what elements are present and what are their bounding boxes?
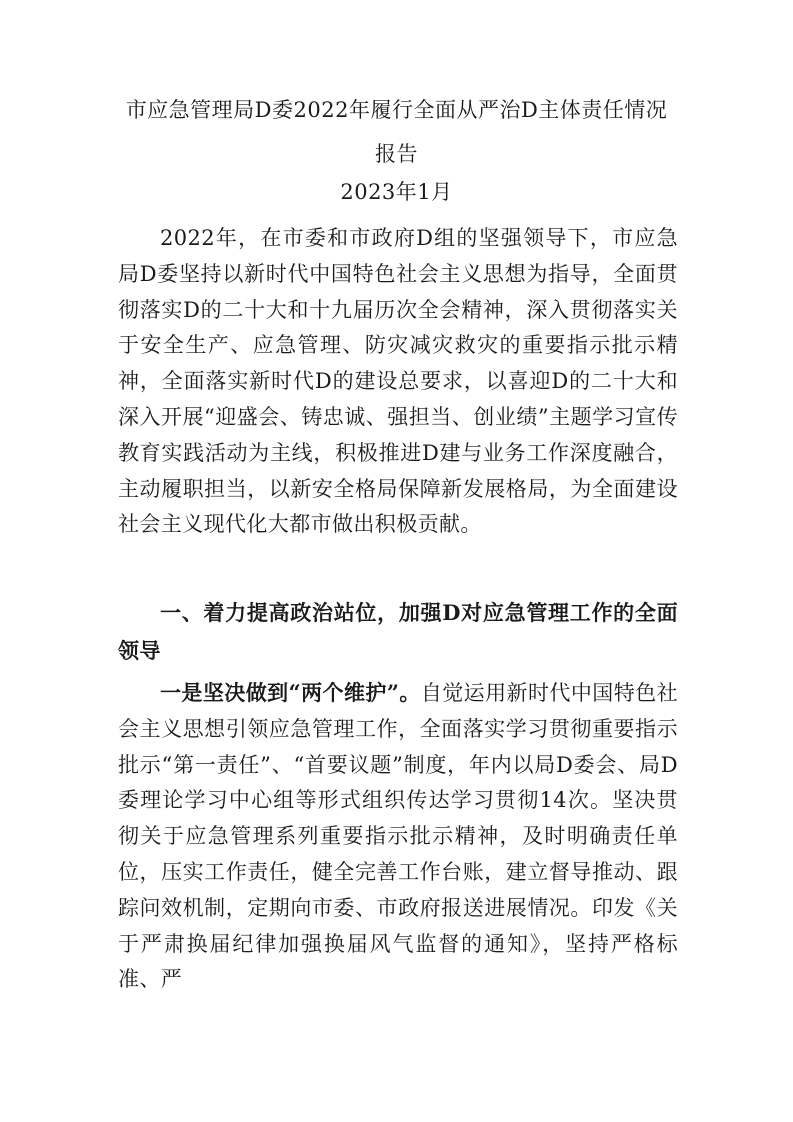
paragraph-intro: 2022年，在市委和市政府D组的坚强领导下，市应急局D委坚持以新时代中国特色社会主义思想为指导，全面贯彻落实D的二十大和十九届历次全会精神，深入贯彻落实关于安全生产、应急管理、防灾减灾救灾的重要指示批示精神，全面落实新时代D的建设总要求，以喜迎D的二十大和深入开展“迎盛会、铸忠诚、强担当、创业绩”主题学习宣传教育实践活动为主线，积极推进D建与业务工作深度融合，主动履职担当，以新安全格局保障新发展格局，为全面建设社会主义现代化大都市做出积极贡献。 [118,226,678,537]
document-title-line1: 市应急管理局D委2022年履行全面从严治D主体责任情况 [125,98,668,122]
paragraph-body: 自觉运用新时代中国特色社会主义思想引领应急管理工作，全面落实学习贯彻重要指示批示“第一责任”、“首要议题”制度，年内以局D委会、局D委理论学习中心组等形式组织传达学习贯彻14次。坚决贯彻关于应急管理系列重要指示批示精神，及时明确责任单位，压实工作责任，健全完善工作台账，建立督导推动、跟踪问效机制，定期向市委、市政府报送进展情况。印发《关于严肃换届纪律加强换届风气监督的通知》，坚持严格标准、严 [118,681,678,992]
document-date: 2023年1月 [340,180,453,204]
paragraph-section1-point1 [118,675,678,998]
section-heading-1: 一、着力提高政治站位，加强D对应急管理工作的全面领导 [118,600,678,663]
paragraph-lead: 一是坚决做到“两个维护”。 [160,680,421,705]
document-title-line2: 报告 [375,142,418,166]
